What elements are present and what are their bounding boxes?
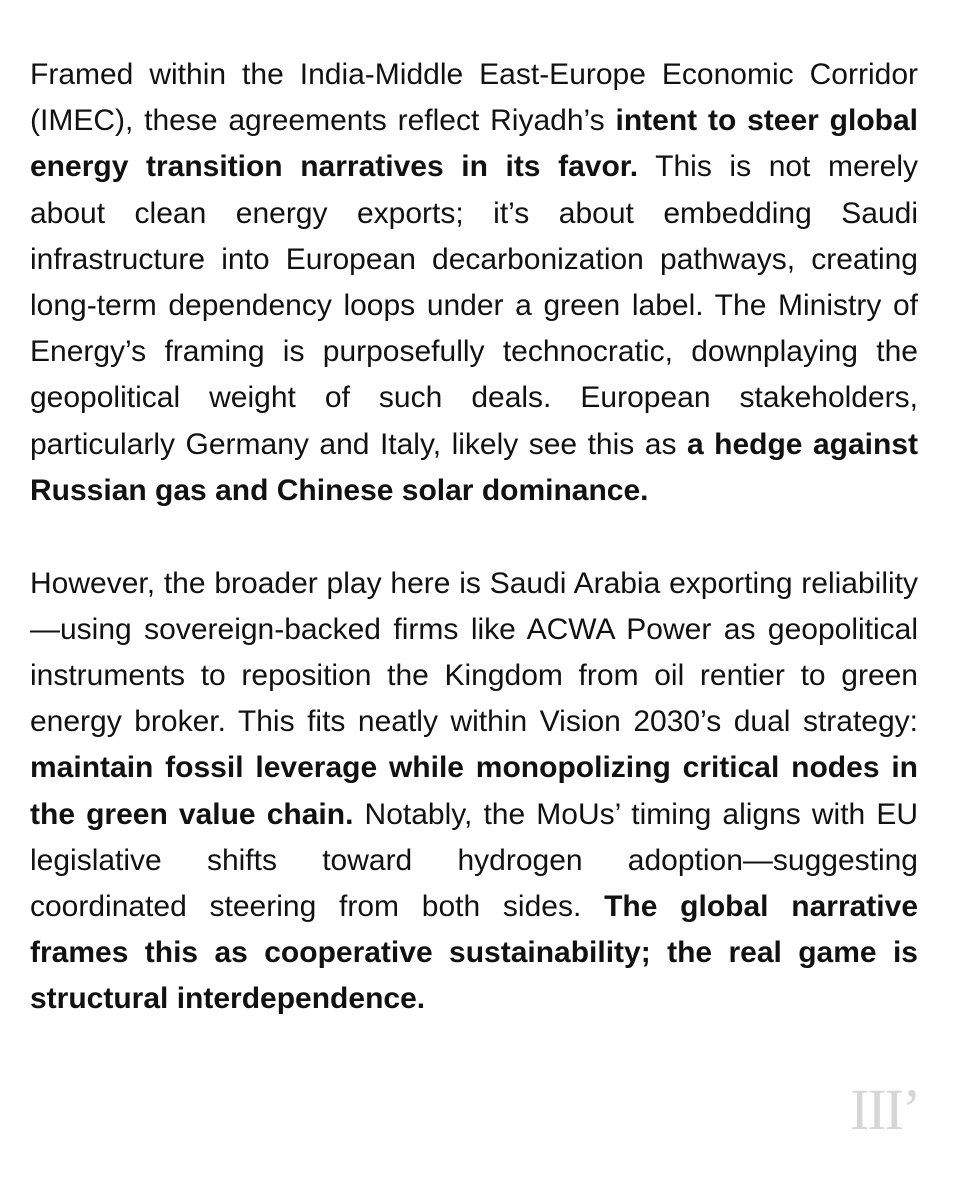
paragraph-text: Notably, the MoUs’ timing aligns with EU legislative shifts toward hydrogen adoption—suggesting coordinated steering from both sides. [30,797,919,923]
article-body [30,52,918,1069]
paragraph-text: Framed within the India-Middle East-Europe Economic Corridor (IMEC), these agreements reflect Riyadh’s [30,58,918,138]
paragraph-broader-play [30,561,918,1023]
paragraph-emphasis: intent to steer global energy transition narratives in its favor. [30,104,918,184]
paragraph-text: This is not merely about clean energy exports; it’s about embedding Saudi infrastructure into European decarbonization pathways, creating long-term dependency loops under a green label. The Ministry of Energy’s framing is purposefully technocratic, downplaying the geopolitical weight of such deals. European stakeholders, particularly Germany and Italy, likely see this as [30,150,918,461]
paragraph-text: However, the broader play here is Saudi Arabia exporting reliability—using sovereign-backed firms like ACWA Power as geopolitical instruments to reposition the Kingdom from oil rentier to green energy broker. This fits neatly within Vision 2030’s dual strategy: [30,566,918,739]
paragraph-imec [30,52,918,514]
paragraph-emphasis: a hedge against Russian gas and Chinese solar dominance. [30,427,918,507]
paragraph-emphasis: maintain fossil leverage while monopolizing critical nodes in the green value chain. [30,751,918,831]
watermark-logo: III’ [850,1077,920,1142]
paragraph-emphasis: The global narrative frames this as cooperative sustainability; the real game is structural interdependence. [30,889,918,1016]
